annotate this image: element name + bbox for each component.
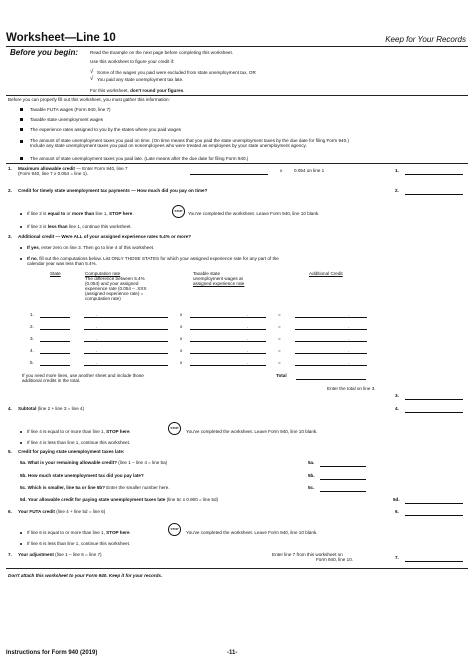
- line-5-label: Credit for paying state unemployment taxes late:: [18, 449, 125, 454]
- col-taxable: Taxable state unemployment wages at assigned experience rate: [193, 271, 245, 286]
- bullet-icon: [20, 157, 23, 160]
- line-4-amount[interactable]: [405, 412, 463, 413]
- bullet-icon: [20, 431, 22, 433]
- line-4-label: Subtotal (line 2 + line 3 = line 4): [18, 406, 85, 411]
- credit-field[interactable]: [295, 353, 367, 354]
- line-3-no: If no, fill out the computations below. List ONLY THOSE STATES for which your assigned experience rate for any part of the: [27, 256, 279, 261]
- before-line-3: For this worksheet, don't round your figures.: [90, 88, 185, 93]
- decimal-point: .: [247, 312, 249, 317]
- line-5d-label: 5d. Your allowable credit for paying state unemployment taxes late (line 5c x 0.900 = line 5d): [20, 497, 219, 502]
- bullet-icon: [20, 108, 23, 111]
- bullet-icon: [20, 213, 22, 215]
- section-rule: [6, 163, 468, 164]
- decimal-point: .: [96, 336, 98, 341]
- wages-field[interactable]: [190, 317, 266, 318]
- decimal-point: .: [96, 324, 98, 329]
- line-2-ref: 2.: [395, 188, 399, 193]
- line-6-continue: If line 6 is less than line 1, continue this worksheet.: [27, 541, 131, 546]
- line-5c-ref: 5c.: [308, 485, 315, 490]
- bullet-icon: [20, 118, 23, 121]
- line-5b-amount[interactable]: [320, 479, 366, 480]
- bullet-icon: [20, 140, 23, 143]
- state-field[interactable]: [40, 365, 70, 366]
- enter-line-3: Enter the total on line 3.: [327, 386, 376, 391]
- bullet-icon: [20, 442, 22, 444]
- line-6-stop-note: You've completed the worksheet. Leave Form 940, line 10 blank.: [186, 530, 318, 535]
- bullet-icon: [20, 258, 22, 260]
- decimal-point: .: [96, 360, 98, 365]
- line-5c-amount[interactable]: [320, 491, 366, 492]
- multiply-sign: x: [180, 360, 183, 365]
- line-7-amount[interactable]: [405, 561, 463, 562]
- stop-sign-icon: STOP: [168, 523, 181, 536]
- gather-item: Include any state unemployment taxes you paid on nonemployees who were treated as employees by your state unemployment agency.: [30, 143, 307, 148]
- bullet-icon: [20, 247, 22, 249]
- wages-field[interactable]: [190, 353, 266, 354]
- before-cond-1: Some of the wages you paid were excluded from state unemployment tax, OR: [97, 70, 256, 75]
- wages-field[interactable]: [190, 341, 266, 342]
- line-4-number: 4.: [8, 406, 12, 411]
- multiply-sign: x: [180, 348, 183, 353]
- line-2-label: Credit for timely state unemployment tax payments — How much did you pay on time?: [18, 188, 208, 193]
- row-number: 3.: [30, 336, 34, 341]
- line-3-yes: If yes, enter zero on line 3. Then go to line 4 of this worksheet.: [27, 245, 155, 250]
- line-3-number: 3.: [8, 234, 12, 239]
- line-3-label: Additional credit — Were ALL of your assigned experience rates 5.4% or more?: [18, 234, 191, 239]
- total-amount[interactable]: [296, 379, 366, 380]
- col-computation: Computation rate The difference between 5.4% (0.054) and your assigned experience rate (0.054 – .XXX (assigned experience rate) = computation rate): [85, 271, 147, 301]
- equals-sign: =: [278, 312, 281, 317]
- line-1-note: (Form 940, line 7 x 0.054 = line 1).: [18, 171, 89, 176]
- wages-field[interactable]: [190, 365, 266, 366]
- before-cond-2: You paid any state unemployment tax late.: [97, 77, 184, 82]
- multiply-sign: x: [180, 324, 183, 329]
- col-state: State: [50, 271, 61, 276]
- col-additional-credit: Additional Credit: [309, 271, 343, 276]
- before-line-2: Use this worksheet to figure your credit if:: [90, 59, 175, 64]
- line-2-stop-rule: If line 2 is equal to or more than line 1, STOP here.: [27, 211, 134, 216]
- decimal-point: .: [96, 312, 98, 317]
- stop-sign-icon: STOP: [172, 205, 185, 218]
- decimal-point: .: [247, 348, 249, 353]
- section-rule: [6, 568, 468, 569]
- multiply-sign: x: [180, 336, 183, 341]
- section-rule: [6, 95, 468, 96]
- gather-intro: Before you can properly fill out this worksheet, you must gather this information:: [8, 97, 170, 102]
- state-field[interactable]: [40, 317, 70, 318]
- state-field[interactable]: [40, 329, 70, 330]
- page-number: -11-: [227, 650, 238, 656]
- page-title: Worksheet—Line 10: [6, 32, 116, 44]
- before-heading: Before you begin:: [10, 48, 79, 57]
- line-5-number: 5.: [8, 449, 12, 454]
- gather-item: The amount of state unemployment taxes you paid late. (Late means after the due date for filing Form 940.): [30, 156, 249, 161]
- decimal-point: .: [348, 360, 350, 365]
- decimal-point: .: [96, 348, 98, 353]
- before-line-1: Read the Example on the next page before completing this worksheet.: [90, 50, 234, 55]
- line-3-ref: 3.: [395, 393, 399, 398]
- line-4-continue: If line 4 is less than line 1, continue this worksheet.: [27, 440, 131, 445]
- gather-item: The amount of state unemployment taxes you paid on time. (On time means that you paid the state unemployment taxes by the due date for filing Form 940.): [30, 138, 349, 143]
- credit-field[interactable]: [295, 365, 367, 366]
- credit-field[interactable]: [295, 317, 367, 318]
- line-4-stop-rule: If line 4 is equal to or more than line 1, STOP here.: [27, 429, 131, 434]
- state-field[interactable]: [40, 353, 70, 354]
- state-field[interactable]: [40, 341, 70, 342]
- equals-sign: =: [278, 336, 281, 341]
- more-lines-note-2: additional credits in the total.: [22, 378, 81, 383]
- gather-item: Taxable state unemployment wages: [30, 117, 104, 122]
- check-icon: √: [90, 76, 94, 82]
- line-4-stop-note: You've completed the worksheet. Leave Form 940, line 10 blank.: [186, 429, 318, 434]
- line-7-number: 7.: [8, 552, 12, 557]
- line-7-instruction: Enter line 7 from this worksheet on: [272, 552, 343, 557]
- decimal-point: .: [247, 336, 249, 341]
- row-number: 4.: [30, 348, 34, 353]
- line-6-label: Your FUTA credit (line 4 + line 5d = line 6): [18, 509, 106, 514]
- row-number: 1.: [30, 312, 34, 317]
- line-1-amount[interactable]: [405, 174, 463, 175]
- line-1-ref: 1.: [395, 168, 399, 173]
- bullet-icon: [20, 128, 23, 131]
- decimal-point: .: [348, 324, 350, 329]
- keep-records-note: Keep for Your Records: [385, 35, 466, 44]
- line-1-label: Maximum allowable credit — Enter Form 940, line 7: [18, 166, 128, 171]
- line-2-number: 2.: [8, 188, 12, 193]
- wages-field[interactable]: [190, 329, 266, 330]
- line-6-stop-rule: If line 6 is equal to or more than line 1, STOP here.: [27, 530, 131, 535]
- gather-item: Taxable FUTA wages (Form 940, line 7): [30, 107, 111, 112]
- line-5c-label: 5c. Which is smaller, line 5a or line 5b? Enter the smaller number here.: [20, 485, 170, 490]
- line-5d-amount[interactable]: [405, 503, 463, 504]
- line-2-stop-note: You've completed the worksheet. Leave Form 940, line 10 blank.: [188, 211, 320, 216]
- line-5a-ref: 5a.: [308, 460, 315, 465]
- more-lines-note: If you need more lines, use another sheet and include those: [22, 373, 144, 378]
- line-5b-ref: 5b.: [308, 473, 315, 478]
- check-icon: √: [90, 69, 94, 75]
- line-1-number: 1.: [8, 166, 12, 171]
- footer-title: Instructions for Form 940 (2019): [6, 650, 98, 656]
- line-1-rate: 0.054 on line 1: [294, 168, 325, 173]
- line-3-amount[interactable]: [405, 399, 463, 400]
- credit-field[interactable]: [295, 329, 367, 330]
- row-number: 2.: [30, 324, 34, 329]
- bullet-icon: [20, 532, 22, 534]
- credit-field[interactable]: [295, 341, 367, 342]
- multiply-sign: x: [280, 168, 283, 173]
- line-7-label: Your adjustment (line 1 – line 6 = line 7): [18, 552, 102, 557]
- equals-sign: =: [278, 360, 281, 365]
- line-7-instruction-2: Form 940, line 10.: [316, 557, 354, 562]
- line-5a-amount[interactable]: [320, 466, 366, 467]
- line-2-amount[interactable]: [405, 194, 463, 195]
- equals-sign: =: [278, 348, 281, 353]
- line-5b-label: 5b. How much state unemployment tax did you pay late?: [20, 473, 144, 478]
- line-5a-label: 5a. What is your remaining allowable credit? (line 1 – line 4 = line 5a): [20, 460, 168, 465]
- line-3-no-cont: calendar year was less than 5.4%.: [27, 261, 97, 266]
- bullet-icon: [20, 543, 22, 545]
- records-note: Don't attach this worksheet to your Form 940. Keep it for your records.: [8, 573, 163, 578]
- line-2-continue: If line 2 is less than line 1, continue this worksheet.: [27, 224, 132, 229]
- decimal-point: .: [247, 360, 249, 365]
- line-5d-ref: 5d.: [393, 497, 400, 502]
- stop-sign-icon: STOP: [168, 422, 181, 435]
- gather-item: The experience rates assigned to you by the states where you paid wages: [30, 127, 181, 132]
- multiply-sign: x: [180, 312, 183, 317]
- bullet-icon: [20, 226, 22, 228]
- equals-sign: =: [278, 324, 281, 329]
- decimal-point: .: [348, 312, 350, 317]
- decimal-point: .: [348, 336, 350, 341]
- total-label: Total: [276, 373, 287, 378]
- line-6-number: 6.: [8, 509, 12, 514]
- line-7-ref: 7.: [395, 555, 399, 560]
- line-1-entry[interactable]: [190, 174, 268, 175]
- decimal-point: .: [348, 348, 350, 353]
- line-6-amount[interactable]: [405, 515, 463, 516]
- row-number: 5.: [30, 360, 34, 365]
- line-4-ref: 4.: [395, 406, 399, 411]
- line-6-ref: 6.: [395, 509, 399, 514]
- decimal-point: .: [247, 324, 249, 329]
